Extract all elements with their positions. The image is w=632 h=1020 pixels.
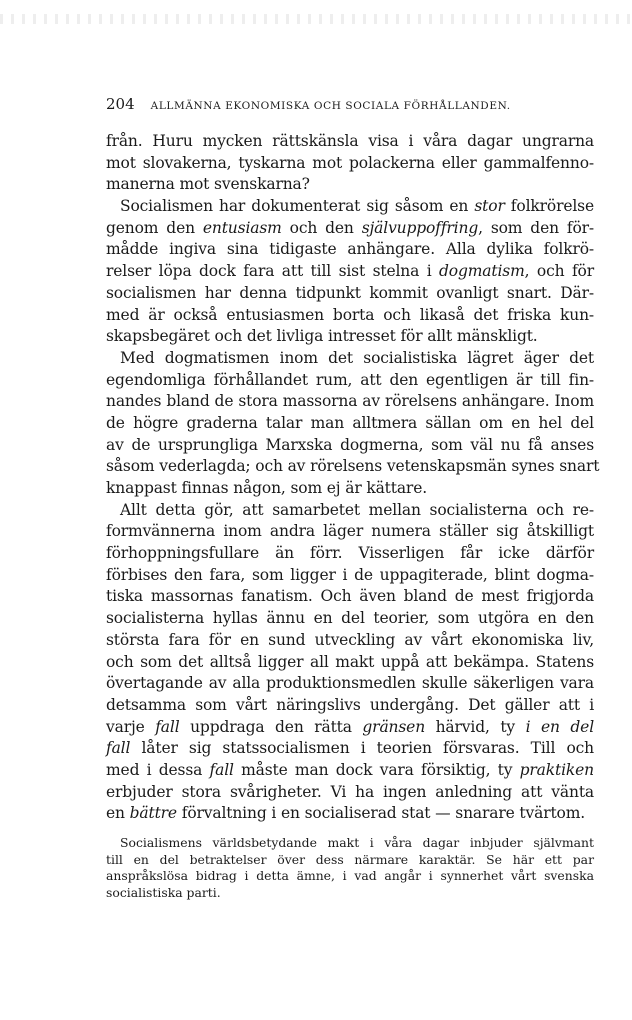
- page-number: 204: [106, 95, 135, 113]
- text-line: mot slovakerna, tyskarna mot polackerna eller gammalfenno-: [106, 153, 594, 172]
- scan-artifact-strip: [0, 14, 632, 24]
- text-line: detsamma som vårt näringslivs undergång. Det gäller att i: [106, 695, 594, 714]
- text-line: genom den entusiasm och den självuppoffring, som den för-: [106, 218, 594, 237]
- text-line: en bättre förvaltning i en socialiserad stat — snarare tvärtom.: [106, 804, 586, 823]
- text-line: med är också entusiasmen borta och likaså det friska kun-: [106, 305, 594, 324]
- text-line: Socialismen har dokumenterat sig såsom en stor folkrörelse: [120, 197, 594, 216]
- text-line: socialisterna hyllas ännu en del teorier, som utgöra en den: [106, 609, 594, 628]
- body-text: [106, 131, 600, 825]
- text-line: formvännerna inom andra läger numera ställer sig åtskilligt: [106, 522, 594, 541]
- text-line: relser löpa dock fara att till sist stelna i dogmatism, och för: [106, 262, 595, 281]
- text-line: fall låter sig statssocialismen i teorien försvaras. Till och: [106, 739, 594, 758]
- page-header: [106, 95, 594, 117]
- footnote-line: Socialismens världsbetydande makt i våra dagar inbjuder självmant: [120, 835, 594, 850]
- footnote-line: socialistiska parti.: [106, 884, 221, 900]
- text-line: skapsbegäret och det livliga intresset för allt mänskligt.: [106, 327, 538, 346]
- text-line: nandes bland de stora massorna av rörelsens anhängare. Inom: [106, 392, 594, 411]
- text-line: erbjuder stora svårigheter. Vi ha ingen anledning att vänta: [106, 782, 594, 801]
- text-line: Med dogmatismen inom det socialistiska lägret äger det: [120, 348, 594, 367]
- text-line: Allt detta gör, att samarbetet mellan socialisterna och re-: [120, 500, 594, 519]
- text-line: förbises den fara, som ligger i de uppagiterade, blint dogma-: [106, 565, 594, 584]
- text-line: tiska massornas fanatism. Och även bland de mest frigjorda: [106, 587, 594, 606]
- text-line: egendomliga förhållandet rum, att den egentligen är till fin-: [106, 370, 594, 389]
- running-title: ALLMÄNNA EKONOMISKA OCH SOCIALA FÖRHÅLLANDEN.: [150, 100, 511, 112]
- text-line: mådde ingiva sina tidigaste anhängare. Alla dylika folkrö-: [106, 240, 594, 259]
- text-line: de högre graderna talar man alltmera sällan om en hel del: [106, 413, 594, 432]
- text-line: och som det alltså ligger all makt uppå att bekämpa. Statens: [106, 652, 594, 671]
- text-line: största fara för en sund utveckling av vårt ekonomiska liv,: [106, 630, 594, 649]
- text-line: förhoppningsfullare än förr. Visserligen får icke därför: [106, 544, 594, 563]
- text-line: socialismen har denna tidpunkt kommit ovanligt snart. Där-: [106, 283, 594, 302]
- footnote-line: till en del betraktelser över dess närmare karaktär. Se här ett par: [106, 851, 594, 867]
- text-line: från. Huru mycken rättskänsla visa i våra dagar ungrarna: [106, 132, 594, 150]
- text-line: såsom vederlagda; och av rörelsens vetenskapsmän synes snart: [106, 457, 600, 476]
- text-line: varje fall uppdraga den rätta gränsen härvid, ty i en del: [106, 717, 595, 736]
- text-line: av de ursprungliga Marxska dogmerna, som väl nu få anses: [106, 435, 594, 454]
- text-line: med i dessa fall måste man dock vara försiktig, ty praktiken: [106, 760, 594, 779]
- book-page: [106, 95, 600, 901]
- text-line: manerna mot svenskarna?: [106, 175, 310, 194]
- text-line: övertagande av alla produktionsmedlen skulle säkerligen vara: [106, 674, 594, 693]
- footnote-line: anspråkslösa bidrag i detta ämne, i vad angår i synnerhet vårt svenska: [106, 868, 594, 883]
- text-line: knappast finnas någon, som ej är kättare.: [106, 479, 427, 497]
- footnote: [106, 835, 594, 901]
